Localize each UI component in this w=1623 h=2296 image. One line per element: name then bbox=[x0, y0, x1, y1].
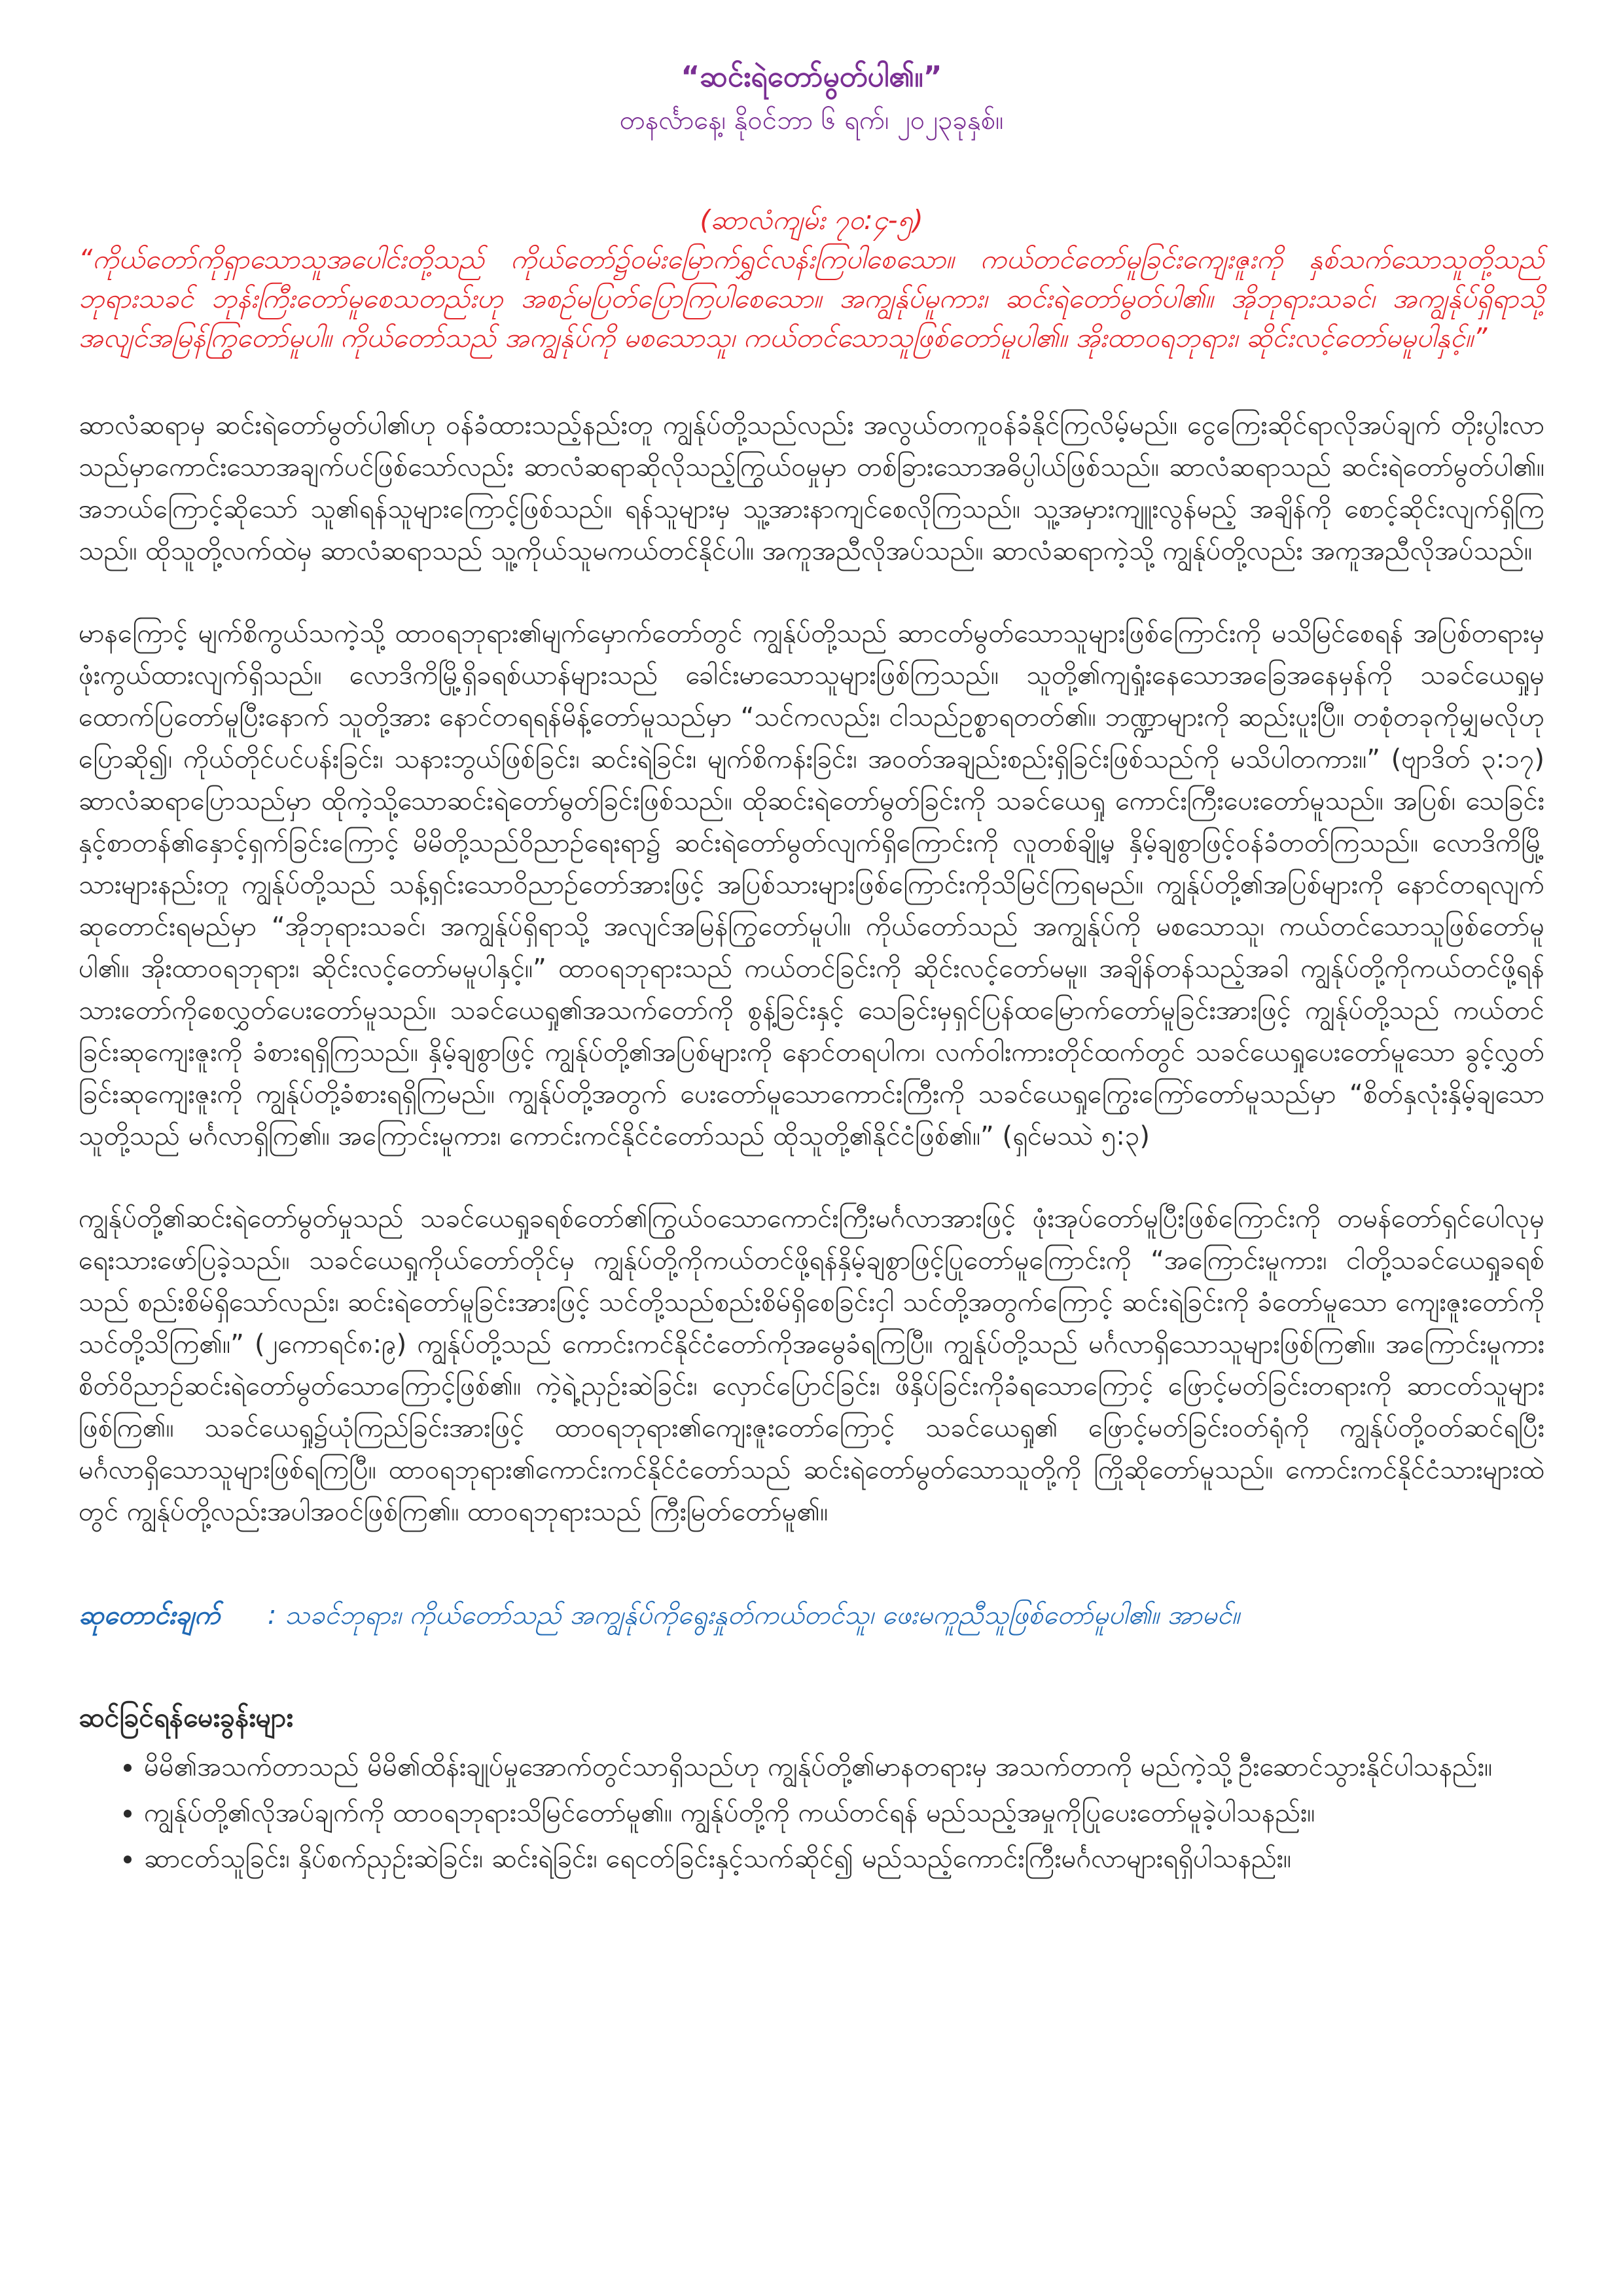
page-title: “ဆင်းရဲတော်မွတ်ပါ၏။” bbox=[681, 60, 942, 94]
reflection-questions bbox=[79, 1698, 1544, 1880]
body-paragraph: ဆာလံဆရာမှ ဆင်းရဲတော်မွတ်ပါ၏ဟု ဝန်ခံထားသည့်နည်းတူ ကျွန်ုပ်တို့သည်လည်း အလွယ်တကူဝန်ခံနိုင်ကြလိမ့်မည်။ ငွေကြေးဆိုင်ရာလိုအပ်ချက် တိုးပွါးလာသည်မှာကောင်းသောအချက်ပင်ဖြစ်သော်လည်း ဆာလံဆရာဆိုလိုသည့်ကြွယ်ဝမှုမှာ တစ်ခြားသောအဓိပ္ပါယ်ဖြစ်သည်။ ဆာလံဆရာသည် ဆင်းရဲတော်မွတ်ပါ၏။ အဘယ်ကြောင့်ဆိုသော် သူ၏ရန်သူများကြောင့်ဖြစ်သည်။ ရန်သူများမှ သူ့အားနာကျင်စေလိုကြသည်။ သူ့အမှားကျူးလွန်မည့် အချိန်ကို စောင့်ဆိုင်းလျက်ရှိကြသည်။ ထိုသူတို့လက်ထဲမှ ဆာလံဆရာသည် သူ့ကိုယ်သူမကယ်တင်နိုင်ပါ။ အကူအညီလိုအပ်သည်။ ဆာလံဆရာကဲ့သို့ ကျွန်ုပ်တို့လည်း အကူအညီလိုအပ်သည်။ bbox=[79, 410, 1544, 566]
question-item: • ကျွန်ုပ်တို့၏လိုအပ်ချက်ကို ထာဝရဘုရားသိမြင်တော်မူ၏။ ကျွန်ုပ်တို့ကို ကယ်တင်ရန် မည်သည့်အမှုကိုပြုပေးတော်မူခဲ့ပါသနည်း။ bbox=[144, 1792, 1544, 1834]
scripture-block bbox=[79, 200, 1544, 357]
prayer-label: ဆုတောင်းချက် bbox=[79, 1600, 221, 1630]
body-paragraph: ကျွန်ုပ်တို့၏ဆင်းရဲတော်မွတ်မှုသည် သခင်ယေရှုခရစ်တော်၏ကြွယ်ဝသောကောင်းကြီးမင်္ဂလာအားဖြင့် ဖုံးအုပ်တော်မူပြီးဖြစ်ကြောင်းကို တမန်တော်ရှင်ပေါလုမှ ရေးသားဖော်ပြခဲ့သည်။ သခင်ယေရှုကိုယ်တော်တိုင်မှ ကျွန်ုပ်တို့ကိုကယ်တင်ဖို့ရန်နှိမ့်ချစွာဖြင့်ပြုတော်မူကြောင်းကို “အကြောင်းမူကား၊ ငါတို့သခင်ယေရှုခရစ်သည် စည်းစိမ်ရှိသော်လည်း၊ ဆင်းရဲတော်မူခြင်းအားဖြင့် သင်တို့သည်စည်းစိမ်ရှိစေခြင်းငှါ သင်တို့အတွက်ကြောင့် ဆင်းရဲခြင်းကို ခံတော်မူသော ကျေးဇူးတော်ကို သင်တို့သိကြ၏။” (၂ကောရင်၈:၉) ကျွန်ုပ်တို့သည် ကောင်းကင်နိုင်ငံတော်ကိုအမွေခံရကြပြီ။ ကျွန်ုပ်တို့သည် မင်္ဂလာရှိသောသူများဖြစ်ကြ၏။ အကြောင်းမူကား စိတ်ဝိညာဉ်ဆင်းရဲတော်မွတ်သောကြောင့်ဖြစ်၏။ ကဲ့ရဲ့ညှဉ်းဆဲခြင်း၊ လှောင်ပြောင်ခြင်း၊ ဖိနှိပ်ခြင်းကိုခံရသောကြောင့် ဖြောင့်မတ်ခြင်းတရားကို ဆာငတ်သူများဖြစ်ကြ၏။ သခင်ယေရှု၌ယုံကြည်ခြင်းအားဖြင့် ထာဝရဘုရား၏ကျေးဇူးတော်ကြောင့် သခင်ယေရှု၏ ဖြောင့်မတ်ခြင်းဝတ်ရုံကို ကျွန်ုပ်တို့ဝတ်ဆင်ရပြီး မင်္ဂလာရှိသောသူများဖြစ်ရကြပြီ။ ထာဝရဘုရား၏ကောင်းကင်နိုင်ငံတော်သည် ဆင်းရဲတော်မွတ်သောသူတို့ကို ကြိုဆိုတော်မူသည်။ ကောင်းကင်နိုင်ငံသားများထဲတွင် ကျွန်ုပ်တို့လည်းအပါအဝင်ဖြစ်ကြ၏။ ထာဝရဘုရားသည် ကြီးမြတ်တော်မူ၏။ bbox=[79, 1204, 1544, 1527]
question-item: • ဆာငတ်သူခြင်း၊ နှိပ်စက်ညှဉ်းဆဲခြင်း၊ ဆင်းရဲခြင်း၊ ရေငတ်ခြင်းနှင့်သက်ဆိုင်၍ မည်သည့်ကောင်းကြီးမင်္ဂလာများရရှိပါသနည်း။ bbox=[144, 1838, 1544, 1880]
prayer-text: : သခင်ဘုရား၊ ကိုယ်တော်သည် အကျွန်ုပ်ကိုရွေးနှုတ်ကယ်တင်သူ၊ ဖေးမကူညီသူဖြစ်တော်မူပါ၏။ အာမင်။ bbox=[267, 1600, 1240, 1630]
date-line: တနင်္လာနေ့၊ နိုဝင်ဘာ ၆ ရက်၊ ၂၀၂၃ခုနှစ်။ bbox=[619, 105, 1004, 135]
body-text bbox=[79, 404, 1544, 1533]
questions-heading: ဆင်ခြင်ရန်မေးခွန်းများ bbox=[79, 1702, 293, 1733]
question-item: • မိမိ၏အသက်တာသည် မိမိ၏ထိန်းချုပ်မှုအောက်တွင်သာရှိသည်ဟု ကျွန်ုပ်တို့၏မာနတရားမှ အသက်တာကို မည်ကဲ့သို့ဦးဆောင်သွားနိုင်ပါသနည်း။ bbox=[144, 1746, 1544, 1788]
scripture-text: “ကိုယ်တော်ကိုရှာသောသူအပေါင်းတို့သည် ကိုယ်တော်၌ဝမ်းမြောက်ရွှင်လန်းကြပါစေသော။ ကယ်တင်တော်မူခြင်းကျေးဇူးကို နှစ်သက်သောသူတို့သည် ဘုရားသခင် ဘုန်းကြီးတော်မူစေသတည်းဟု အစဉ်မပြတ်ပြောကြပါစေသော။ အကျွန်ုပ်မူကား၊ ဆင်းရဲတော်မွတ်ပါ၏။ အိုဘုရားသခင်၊ အကျွန်ုပ်ရှိရာသို့ အလျင်အမြန်ကြွတော်မူပါ။ ကိုယ်တော်သည် အကျွန်ုပ်ကို မစသောသူ၊ ကယ်တင်သောသူဖြစ်တော်မူပါ၏။ အိုးထာဝရဘုရား၊ ဆိုင်းလင့်တော်မမူပါနှင့်။” bbox=[79, 243, 1544, 353]
prayer-block bbox=[79, 1596, 1544, 1635]
body-paragraph: မာနကြောင့် မျက်စိကွယ်သကဲ့သို့ ထာဝရဘုရား၏မျက်မှောက်တော်တွင် ကျွန်ုပ်တို့သည် ဆာငတ်မွတ်သောသူများဖြစ်ကြောင်းကို မသိမြင်စေရန် အပြစ်တရားမှဖုံးကွယ်ထားလျက်ရှိသည်။ လောဒိကိမြို့ရှိခရစ်ယာန်များသည် ခေါင်းမာသောသူများဖြစ်ကြသည်။ သူတို့၏ကျရှုံးနေသောအခြေအနေမှန်ကို သခင်ယေရှုမှ ထောက်ပြတော်မူပြီးနောက် သူတို့အား နောင်တရရန်မိန့်တော်မူသည်မှာ “သင်ကလည်း၊ ငါသည်ဥစ္စာရတတ်၏။ ဘဏ္ဍာများကို ဆည်းပူးပြီ။ တစုံတခုကိုမျှမလိုဟုပြောဆို၍၊ ကိုယ်တိုင်ပင်ပန်းခြင်း၊ သနားဘွယ်ဖြစ်ခြင်း၊ ဆင်းရဲခြင်း၊ မျက်စိကန်းခြင်း၊ အဝတ်အချည်းစည်းရှိခြင်းဖြစ်သည်ကို မသိပါတကား။” (ဗျာဒိတ် ၃:၁၇) ဆာလံဆရာပြောသည်မှာ ထိုကဲ့သို့သောဆင်းရဲတော်မွတ်ခြင်းဖြစ်သည်။ ထိုဆင်းရဲတော်မွတ်ခြင်းကို သခင်ယေရှု ကောင်းကြီးပေးတော်မူသည်။ အပြစ်၊ သေခြင်းနှင့်စာတန်၏နှောင့်ရှက်ခြင်းကြောင့် မိမိတို့သည်ဝိညာဉ်ရေးရာ၌ ဆင်းရဲတော်မွတ်လျက်ရှိကြောင်းကို လူတစ်ချို့မှ နှိမ့်ချစွာဖြင့်ဝန်ခံတတ်ကြသည်။ လောဒိကိမြို့သားများနည်းတူ ကျွန်ုပ်တို့သည် သန့်ရှင်းသောဝိညာဉ်တော်အားဖြင့် အပြစ်သားများဖြစ်ကြောင်းကိုသိမြင်ကြရမည်။ ကျွန်ုပ်တို့၏အပြစ်များကို နောင်တရလျက်ဆုတောင်းရမည်မှာ “အိုဘုရားသခင်၊ အကျွန်ုပ်ရှိရာသို့ အလျင်အမြန်ကြွတော်မူပါ။ ကိုယ်တော်သည် အကျွန်ုပ်ကို မစသောသူ၊ ကယ်တင်သောသူဖြစ်တော်မူပါ၏။ အိုးထာဝရဘုရား၊ ဆိုင်းလင့်တော်မမူပါနှင့်။” ထာဝရဘုရားသည် ကယ်တင်ခြင်းကို ဆိုင်းလင့်တော်မမူ။ အချိန်တန်သည့်အခါ ကျွန်ုပ်တို့ကိုကယ်တင်ဖို့ရန် သားတော်ကိုစေလွှတ်ပေးတော်မူသည်။ သခင်ယေရှု၏အသက်တော်ကို စွန့်ခြင်းနှင့် သေခြင်းမှရှင်ပြန်ထမြောက်တော်မူခြင်းအားဖြင့် ကျွန်ုပ်တို့သည် ကယ်တင်ခြင်းဆုကျေးဇူးကို ခံစားရရှိကြသည်။ နှိမ့်ချစွာဖြင့် ကျွန်ုပ်တို့၏အပြစ်များကို နောင်တရပါက၊ လက်ဝါးကားတိုင်ထက်တွင် သခင်ယေရှုပေးတော်မူသော ခွင့်လွှတ်ခြင်းဆုကျေးဇူးကို ကျွန်ုပ်တို့ခံစားရရှိကြမည်။ ကျွန်ုပ်တို့အတွက် ပေးတော်မူသောကောင်းကြီးကို သခင်ယေရှုကြွေးကြော်တော်မူသည်မှာ “စိတ်နှလုံးနှိမ့်ချသောသူတို့သည် မင်္ဂလာရှိကြ၏။ အကြောင်းမူကား၊ ကောင်းကင်နိုင်ငံတော်သည် ထိုသူတို့၏နိုင်ငံဖြစ်၏။” (ရှင်မဿဲ ၅:၃) bbox=[79, 619, 1544, 1151]
scripture-reference: (ဆာလံကျမ်း ၇၀:၄-၅) bbox=[700, 204, 923, 236]
questions-list bbox=[79, 1746, 1544, 1880]
